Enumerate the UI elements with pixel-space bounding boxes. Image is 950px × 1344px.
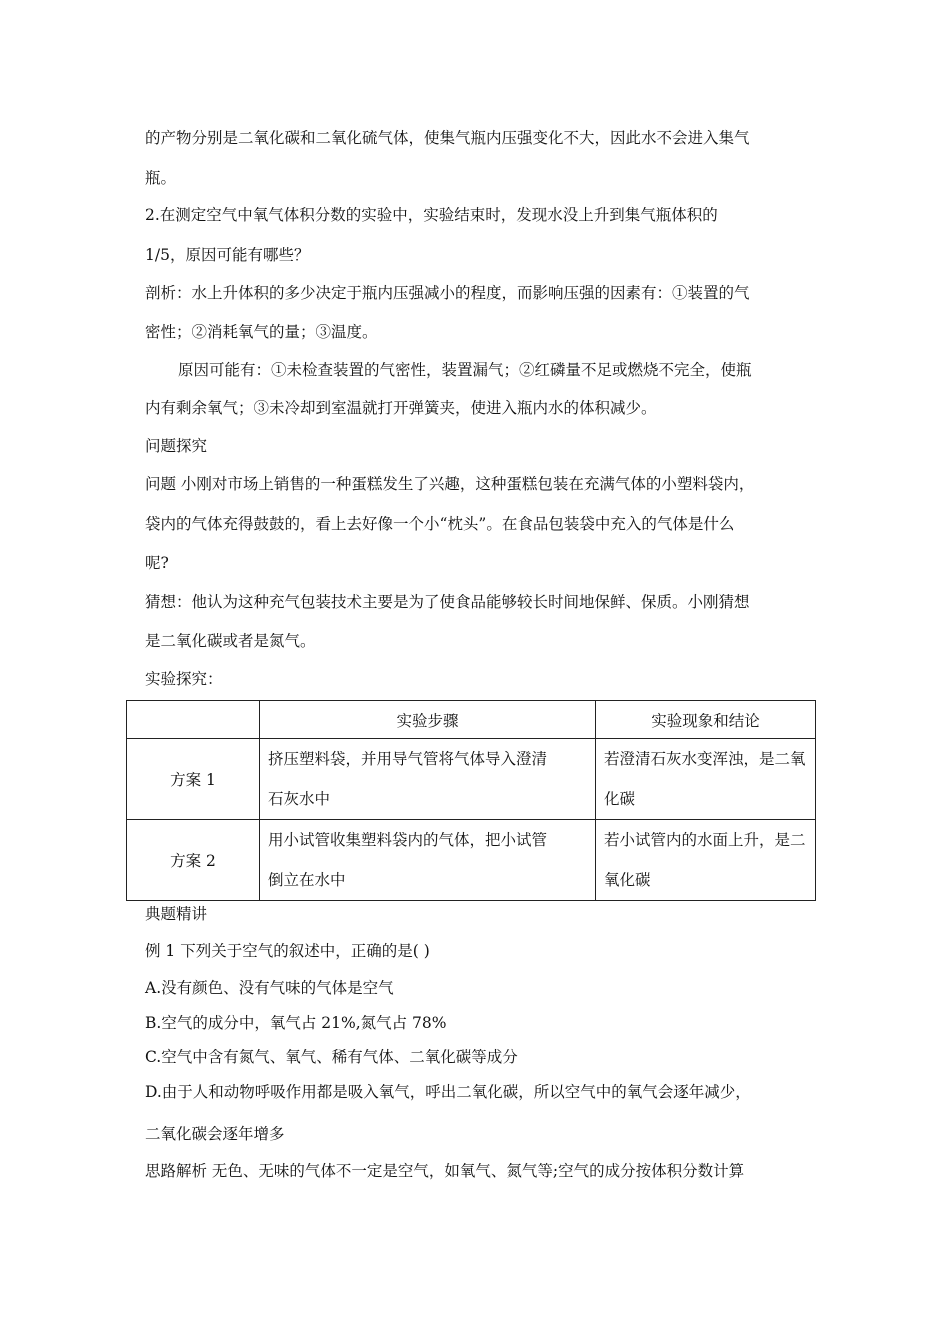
option-c: C.空气中含有氮气、氧气、稀有气体、二氧化碳等成分 bbox=[145, 1048, 518, 1066]
step-text: 挤压塑料袋，并用导气管将气体导入澄清 bbox=[268, 750, 548, 768]
text-line: 二氧化碳会逐年增多 bbox=[145, 1125, 285, 1143]
option-b: B.空气的成分中，氧气占 21%,氮气占 78% bbox=[145, 1014, 447, 1032]
result-text: 若澄清石灰水变浑浊，是二氧 bbox=[604, 750, 806, 768]
step-text: 石灰水中 bbox=[268, 790, 331, 808]
hypothesis-line: 猜想：他认为这种充气包装技术主要是为了使食品能够较长时间地保鲜、保质。小刚猜想 bbox=[145, 593, 750, 611]
step-text: 倒立在水中 bbox=[268, 871, 346, 889]
section-heading: 问题探究 bbox=[145, 437, 208, 455]
result-text: 化碳 bbox=[604, 790, 636, 808]
example-question: 例 1 下列关于空气的叙述中，正确的是( ) bbox=[145, 942, 430, 960]
analysis-line: 剖析：水上升体积的多少决定于瓶内压强减小的程度，而影响压强的因素有：①装置的气 bbox=[145, 284, 750, 302]
step-text: 用小试管收集塑料袋内的气体，把小试管 bbox=[268, 831, 548, 849]
result-text: 氧化碳 bbox=[604, 871, 651, 889]
plan-label: 方案 2 bbox=[127, 820, 260, 901]
text-line: 密性；②消耗氧气的量；③温度。 bbox=[145, 323, 378, 341]
table-row bbox=[127, 739, 816, 820]
text-line: 1/5，原因可能有哪些？ bbox=[145, 246, 310, 264]
table-header-cell: 实验现象和结论 bbox=[596, 701, 816, 739]
solution-line: 思路解析 无色、无味的气体不一定是空气，如氧气、氮气等;空气的成分按体积分数计算 bbox=[145, 1162, 745, 1180]
problem-line: 问题 小刚对市场上销售的一种蛋糕发生了兴趣，这种蛋糕包装在充满气体的小塑料袋内， bbox=[145, 475, 755, 493]
text-line: 的产物分别是二氧化碳和二氧化硫气体，使集气瓶内压强变化不大，因此水不会进入集气 bbox=[145, 129, 750, 147]
text-line: 瓶。 bbox=[145, 169, 177, 187]
reason-line: 原因可能有：①未检查装置的气密性，装置漏气；②红磷量不足或燃烧不完全，使瓶 bbox=[178, 361, 752, 379]
section-heading: 典题精讲 bbox=[145, 905, 208, 923]
result-cell bbox=[596, 739, 816, 820]
result-text: 若小试管内的水面上升，是二 bbox=[604, 831, 806, 849]
step-cell bbox=[260, 820, 596, 901]
table-row bbox=[127, 820, 816, 901]
option-a: A.没有颜色、没有气味的气体是空气 bbox=[145, 979, 394, 997]
text-line: 内有剩余氧气；③未冷却到室温就打开弹簧夹，使进入瓶内水的体积减少。 bbox=[145, 399, 657, 417]
text-line: 袋内的气体充得鼓鼓的，看上去好像一个小“枕头”。在食品包装袋中充入的气体是什么 bbox=[145, 515, 735, 533]
table-header-cell bbox=[127, 701, 260, 739]
plan-label: 方案 1 bbox=[127, 739, 260, 820]
step-cell bbox=[260, 739, 596, 820]
text-line: 呢? bbox=[145, 554, 169, 572]
table-header-cell: 实验步骤 bbox=[260, 701, 596, 739]
result-cell bbox=[596, 820, 816, 901]
question-2: 2.在测定空气中氧气体积分数的实验中，实验结束时，发现水没上升到集气瓶体积的 bbox=[145, 206, 718, 224]
experiment-heading: 实验探究： bbox=[145, 670, 223, 688]
experiment-table bbox=[126, 700, 816, 901]
option-d: D.由于人和动物呼吸作用都是吸入氧气，呼出二氧化碳，所以空气中的氧气会逐年减少， bbox=[145, 1083, 751, 1101]
table-header-row bbox=[127, 701, 816, 739]
text-line: 是二氧化碳或者是氮气。 bbox=[145, 632, 316, 650]
